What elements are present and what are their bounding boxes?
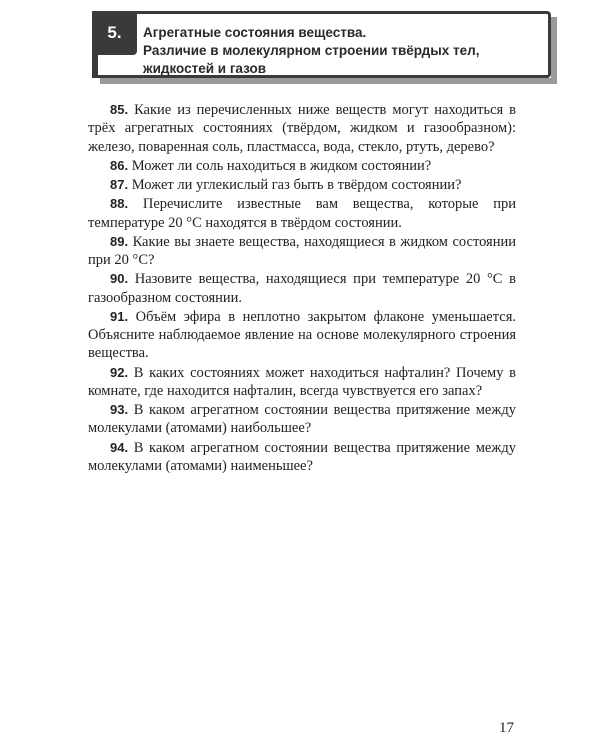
question-number: 90. [110, 271, 129, 287]
question-number: 87. [110, 177, 129, 192]
header-shadow [100, 78, 554, 84]
section-title-line: Различие в молекулярном строении твёрдых тел, [143, 43, 480, 58]
question-item [88, 157, 516, 175]
question-number: 85. [110, 102, 129, 117]
question-text: Перечислите известные вам вещества, которые при температуре 20 °С находятся в твёрдом состоянии. [88, 196, 517, 231]
section-title-line: жидкостей и газов [143, 61, 267, 76]
question-number: 92. [110, 364, 129, 380]
question-list [88, 101, 516, 476]
question-number: 86. [110, 157, 129, 173]
question-number: 93. [110, 402, 129, 417]
question-text: Объём эфира в неплотно закрытом флаконе уменьшается. Объясните наблюдаемое явление на основе молекулярного строения вещества. [88, 308, 516, 362]
header-badge-tail [92, 55, 98, 78]
question-text: Может ли соль находиться в жидком состоянии? [131, 157, 432, 174]
question-item [88, 270, 516, 307]
question-number: 89. [110, 233, 129, 249]
section-number-badge: 5. [92, 11, 137, 55]
section-header [92, 11, 557, 85]
section-title [143, 24, 543, 78]
question-item [88, 364, 516, 401]
question-text: В каком агрегатном состоянии вещества притяжение между молекулами (атомами) наименьшее? [88, 439, 516, 474]
question-item [88, 401, 516, 438]
question-text: В каком агрегатном состоянии вещества притяжение между молекулами (атомами) наибольшее? [88, 402, 516, 437]
question-text: Какие вы знаете вещества, находящиеся в жидком состоянии при 20 °С? [88, 233, 517, 268]
question-item [88, 101, 516, 156]
question-item [88, 439, 516, 476]
question-item [88, 176, 516, 194]
header-shadow-side [551, 17, 557, 84]
question-item [88, 195, 516, 232]
question-number: 94. [110, 439, 129, 455]
section-title-line: Агрегатные состояния вещества. [143, 25, 367, 40]
question-item [88, 308, 516, 363]
question-text: Какие из перечисленных ниже веществ могут находиться в трёх агрегатных состояниях (твёрдом, жидком и газообразном): железо, поваренная соль, пластмасса, вода, стекло, ртуть, дерево? [88, 102, 517, 155]
question-number: 88. [110, 196, 129, 212]
page-number: 17 [499, 720, 514, 736]
question-text: В каких состояниях может находиться нафталин? Почему в комнате, где находится нафталин, всегда чувствуется его запах? [88, 364, 516, 399]
question-text: Может ли углекислый газ быть в твёрдом состоянии? [131, 177, 462, 193]
question-item [88, 233, 516, 270]
question-number: 91. [110, 308, 129, 324]
question-text: Назовите вещества, находящиеся при температуре 20 °С в газообразном состоянии. [88, 271, 516, 306]
